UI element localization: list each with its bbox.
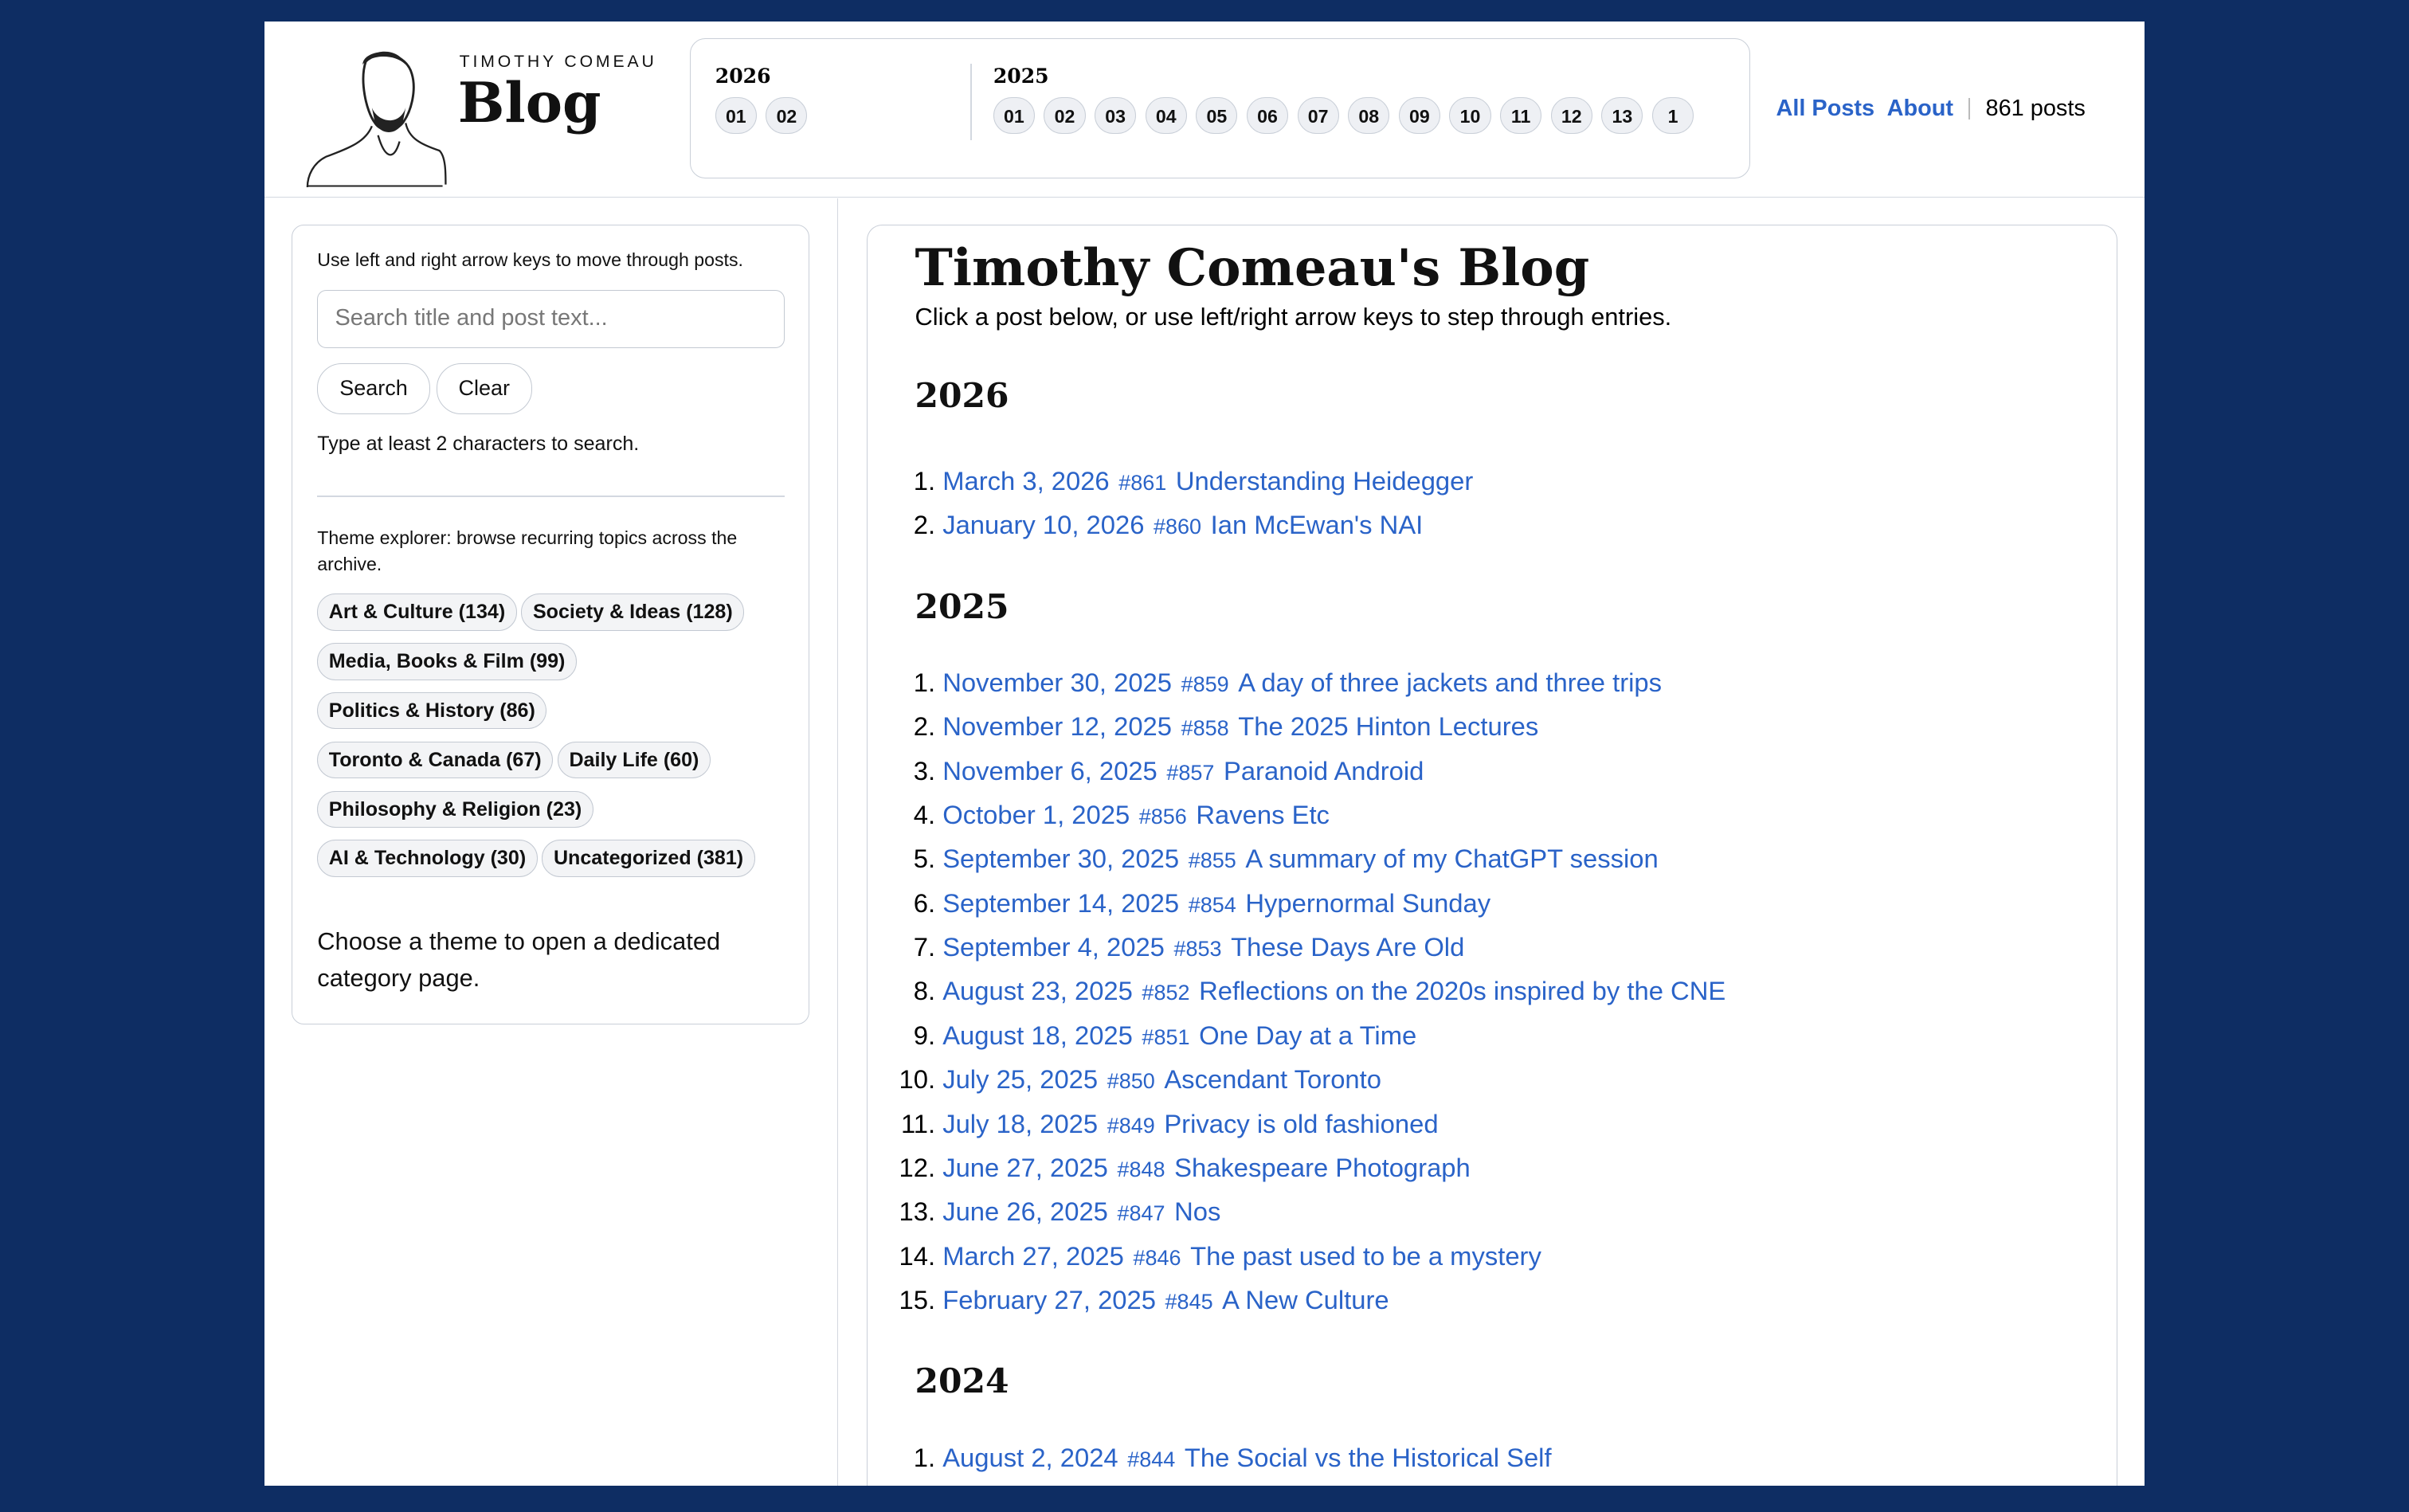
post-item	[942, 969, 2069, 1013]
post-date: March 3, 2026	[942, 465, 1110, 496]
post-item	[942, 704, 2069, 748]
post-title: Shakespeare Photograph	[1174, 1152, 1471, 1182]
search-input[interactable]: Search title and post text...	[317, 290, 784, 348]
post-date: June 27, 2025	[942, 1152, 1108, 1182]
post-title: A summary of my ChatGPT session	[1245, 844, 1659, 874]
post-number: #857	[1166, 760, 1215, 785]
theme-tag[interactable]: Daily Life (60)	[558, 742, 711, 778]
post-title: Ian McEwan's NAI	[1210, 510, 1424, 540]
month-pill[interactable]: 12	[1551, 97, 1592, 134]
post-number: #851	[1142, 1024, 1190, 1049]
post-date: September 30, 2025	[942, 844, 1180, 874]
post-title: The Social vs the Historical Self	[1184, 1442, 1552, 1472]
year-group-2026	[715, 64, 817, 134]
divider	[1968, 98, 1970, 119]
month-pill[interactable]: 02	[1044, 97, 1085, 134]
post-date: October 1, 2025	[942, 800, 1130, 830]
divider	[317, 496, 784, 497]
post-number: #853	[1173, 937, 1222, 962]
post-title: The 2025 Hinton Lectures	[1238, 711, 1539, 742]
post-title: A day of three jackets and three trips	[1238, 668, 1663, 698]
theme-tag[interactable]: Philosophy & Religion (23)	[317, 791, 593, 828]
post-number: #848	[1117, 1157, 1165, 1181]
month-pill[interactable]: 01	[715, 97, 757, 134]
post-link[interactable]	[942, 1153, 1471, 1182]
site-kicker: TIMOTHY COMEAU	[459, 52, 657, 71]
post-title: A New Culture	[1222, 1284, 1389, 1314]
post-title: One Day at a Time	[1199, 1020, 1417, 1050]
post-date: August 18, 2025	[942, 1020, 1133, 1050]
post-number: #861	[1118, 470, 1167, 495]
post-link[interactable]	[942, 800, 1330, 829]
clear-button[interactable]: Clear	[437, 363, 533, 414]
post-list	[915, 660, 2069, 1322]
post-number: #846	[1133, 1245, 1181, 1270]
theme-tag[interactable]: Toronto & Canada (67)	[317, 742, 553, 778]
post-title: Reflections on the 2020s inspired by the CNE	[1199, 976, 1726, 1006]
post-title: Nos	[1174, 1197, 1221, 1227]
post-item	[942, 503, 2069, 546]
post-number: #850	[1107, 1069, 1155, 1094]
post-link[interactable]	[942, 510, 1423, 539]
year-heading: 2026	[915, 375, 1009, 416]
site-title[interactable]: Blog	[457, 70, 601, 135]
post-link[interactable]	[942, 711, 1538, 741]
post-date: November 6, 2025	[942, 755, 1157, 785]
post-link[interactable]	[942, 668, 1662, 697]
post-item	[942, 1234, 2069, 1278]
post-link[interactable]	[942, 844, 1659, 873]
theme-tag[interactable]: Society & Ideas (128)	[521, 593, 744, 630]
post-link[interactable]	[942, 756, 1424, 785]
post-date: September 4, 2025	[942, 932, 1165, 962]
theme-tag[interactable]: AI & Technology (30)	[317, 840, 537, 876]
post-item	[942, 793, 2069, 836]
post-link[interactable]	[942, 888, 1490, 918]
post-item	[942, 749, 2069, 793]
page-panel	[264, 22, 2145, 1486]
month-pill[interactable]: 02	[766, 97, 807, 134]
post-title: Ascendant Toronto	[1164, 1064, 1381, 1095]
post-number: #847	[1117, 1201, 1165, 1226]
search-hint: Type at least 2 characters to search.	[317, 432, 640, 455]
post-date: January 10, 2026	[942, 510, 1145, 540]
post-item	[942, 1013, 2069, 1057]
all-posts-link[interactable]: All Posts	[1776, 95, 1875, 121]
post-link[interactable]	[942, 932, 1464, 962]
month-pill[interactable]: 05	[1196, 97, 1237, 134]
post-list	[915, 459, 2069, 547]
top-nav	[1776, 96, 2085, 122]
main-content	[867, 225, 2117, 1486]
post-link[interactable]	[942, 1109, 1438, 1138]
month-navigator	[690, 38, 1750, 178]
page-subtitle: Click a post below, or use left/right arrow keys to step through entries.	[915, 302, 1672, 331]
about-link[interactable]: About	[1886, 95, 1954, 121]
post-link[interactable]	[942, 1197, 1220, 1226]
post-item	[942, 459, 2069, 503]
post-link[interactable]	[942, 1241, 1541, 1271]
theme-tags	[317, 593, 784, 889]
month-pill[interactable]: 03	[1095, 97, 1136, 134]
theme-tag[interactable]: Art & Culture (134)	[317, 593, 516, 630]
post-link[interactable]	[942, 1020, 1416, 1050]
theme-intro: Theme explorer: browse recurring topics across the archive.	[317, 527, 738, 574]
post-number: #856	[1138, 805, 1187, 829]
post-link[interactable]	[942, 1443, 1551, 1472]
year-group-2025	[993, 64, 1731, 134]
month-pill[interactable]: 07	[1298, 97, 1339, 134]
post-title: Paranoid Android	[1223, 755, 1424, 785]
month-pill[interactable]: 06	[1247, 97, 1288, 134]
year-label: 2026	[715, 64, 771, 88]
month-pill[interactable]: 13	[1601, 97, 1643, 134]
post-date: August 2, 2024	[942, 1442, 1118, 1472]
post-item	[942, 1102, 2069, 1146]
month-pill[interactable]: 11	[1500, 97, 1541, 134]
post-title: Understanding Heidegger	[1175, 465, 1474, 496]
post-date: September 14, 2025	[942, 887, 1180, 918]
post-list	[915, 1436, 2069, 1479]
post-item	[942, 1189, 2069, 1233]
post-item	[942, 1146, 2069, 1189]
post-item	[942, 881, 2069, 925]
post-date: March 27, 2025	[942, 1240, 1124, 1271]
post-date: November 30, 2025	[942, 668, 1172, 698]
post-title: These Days Are Old	[1231, 932, 1465, 962]
year-heading: 2024	[915, 1361, 1009, 1402]
search-button[interactable]: Search	[317, 363, 430, 414]
author-portrait-icon	[304, 46, 449, 187]
month-pill[interactable]: 01	[993, 97, 1035, 134]
month-pill[interactable]: 1	[1652, 97, 1694, 134]
post-link[interactable]	[942, 1064, 1381, 1094]
post-number: #860	[1153, 515, 1202, 539]
post-item	[942, 1057, 2069, 1101]
month-pill[interactable]: 10	[1449, 97, 1490, 134]
year-label: 2025	[993, 64, 1049, 88]
post-date: July 18, 2025	[942, 1108, 1099, 1138]
site-header	[264, 22, 2145, 198]
divider	[970, 64, 972, 140]
post-title: Hypernormal Sunday	[1245, 887, 1491, 918]
post-date: July 25, 2025	[942, 1064, 1099, 1095]
theme-hint: Choose a theme to open a dedicated category page.	[317, 926, 721, 992]
post-number: #844	[1127, 1447, 1176, 1471]
post-link[interactable]	[942, 976, 1725, 1005]
month-pill[interactable]: 08	[1348, 97, 1389, 134]
post-item	[942, 925, 2069, 969]
theme-tag[interactable]: Media, Books & Film (99)	[317, 643, 577, 680]
post-number: #852	[1142, 981, 1190, 1005]
post-date: February 27, 2025	[942, 1284, 1156, 1314]
page-title: Timothy Comeau's Blog	[915, 237, 1590, 298]
keyboard-instructions: Use left and right arrow keys to move through posts.	[317, 249, 743, 271]
theme-tag[interactable]: Politics & History (86)	[317, 692, 546, 729]
post-title: Ravens Etc	[1196, 800, 1330, 830]
post-item	[942, 1278, 2069, 1322]
post-number: #858	[1181, 716, 1229, 741]
post-item	[942, 1436, 2069, 1479]
post-number: #859	[1181, 672, 1229, 697]
post-date: June 26, 2025	[942, 1197, 1108, 1227]
post-link[interactable]	[942, 1285, 1389, 1314]
sidebar	[264, 198, 838, 1486]
post-number: #849	[1107, 1113, 1155, 1138]
month-pill[interactable]: 04	[1146, 97, 1187, 134]
post-number: #854	[1188, 892, 1236, 917]
post-item	[942, 660, 2069, 704]
post-number: #845	[1165, 1289, 1213, 1314]
month-pill[interactable]: 09	[1399, 97, 1440, 134]
post-title: The past used to be a mystery	[1190, 1240, 1541, 1271]
post-number: #855	[1188, 848, 1236, 873]
post-link[interactable]	[942, 466, 1473, 496]
post-date: November 12, 2025	[942, 711, 1172, 742]
theme-tag[interactable]: Uncategorized (381)	[542, 840, 754, 876]
sidebar-card	[292, 225, 809, 1025]
post-item	[942, 836, 2069, 880]
post-count: 861 posts	[1985, 95, 2086, 121]
year-heading: 2025	[915, 586, 1009, 627]
post-title: Privacy is old fashioned	[1164, 1108, 1439, 1138]
post-date: August 23, 2025	[942, 976, 1133, 1006]
